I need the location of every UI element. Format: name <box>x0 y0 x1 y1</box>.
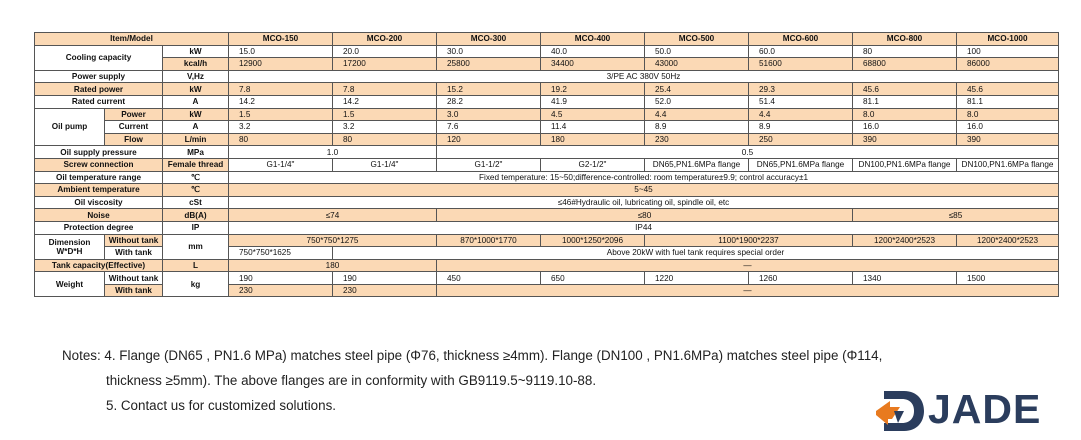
unit-cell: mm <box>163 234 229 259</box>
value-cell: DN65,PN1.6MPa flange <box>749 158 853 171</box>
value-cell: 750*750*1625 <box>229 247 333 260</box>
value-cell: 8.0 <box>957 108 1059 121</box>
value-cell: IP44 <box>229 221 1059 234</box>
oil-viscosity-label: Oil viscosity <box>35 196 163 209</box>
value-cell: Above 20kW with fuel tank requires special order <box>333 247 1059 260</box>
value-cell: 41.9 <box>541 95 645 108</box>
table-row <box>35 146 1059 159</box>
value-cell: 14.2 <box>229 95 333 108</box>
unit-cell: Female thread <box>163 158 229 171</box>
noise-label: Noise <box>35 209 163 222</box>
table-row <box>35 70 1059 83</box>
value-cell: 230 <box>333 284 437 297</box>
unit-cell: MPa <box>163 146 229 159</box>
value-cell: 190 <box>333 272 437 285</box>
value-cell: ≤74 <box>229 209 437 222</box>
value-cell: 1.5 <box>333 108 437 121</box>
value-cell: DN100,PN1.6MPa flange <box>957 158 1059 171</box>
value-cell: 17200 <box>333 58 437 71</box>
pump-current-label: Current <box>105 121 163 134</box>
with-tank-label: With tank <box>105 247 163 260</box>
value-cell: 29.3 <box>749 83 853 96</box>
unit-cell: kg <box>163 272 229 297</box>
model-header: MCO-150 <box>229 33 333 46</box>
with-tank-label: With tank <box>105 284 163 297</box>
protection-label: Protection degree <box>35 221 163 234</box>
header-row <box>35 33 1059 46</box>
value-cell: 250 <box>749 133 853 146</box>
unit-cell: V,Hz <box>163 70 229 83</box>
jade-logo <box>874 386 1064 433</box>
value-cell: 1.0 <box>229 146 437 159</box>
value-cell: 4.5 <box>541 108 645 121</box>
unit-cell: L/min <box>163 133 229 146</box>
item-model-header: Item/Model <box>35 33 229 46</box>
value-cell: 14.2 <box>333 95 437 108</box>
value-cell: 80 <box>229 133 333 146</box>
value-cell: 1220 <box>645 272 749 285</box>
table-row <box>35 221 1059 234</box>
value-cell: 7.6 <box>437 121 541 134</box>
screw-connection-label: Screw connection <box>35 158 163 171</box>
model-header: MCO-200 <box>333 33 437 46</box>
table-row <box>35 209 1059 222</box>
value-cell: 34400 <box>541 58 645 71</box>
weight-label: Weight <box>35 272 105 297</box>
logo-text: JADE <box>928 386 1042 432</box>
value-cell: 45.6 <box>853 83 957 96</box>
value-cell: G1-1/2" <box>437 158 541 171</box>
value-cell: 5~45 <box>229 184 1059 197</box>
value-cell: 3.2 <box>229 121 333 134</box>
value-cell: 30.0 <box>437 45 541 58</box>
value-cell: 16.0 <box>853 121 957 134</box>
power-supply-label: Power supply <box>35 70 163 83</box>
table-row <box>35 171 1059 184</box>
value-cell: ≤85 <box>853 209 1059 222</box>
value-cell: 15.2 <box>437 83 541 96</box>
value-cell: 45.6 <box>957 83 1059 96</box>
unit-cell: kW <box>163 45 229 58</box>
value-cell: 230 <box>229 284 333 297</box>
table-row <box>35 158 1059 171</box>
oil-supply-pressure-label: Oil supply pressure <box>35 146 163 159</box>
model-header: MCO-500 <box>645 33 749 46</box>
value-cell: 16.0 <box>957 121 1059 134</box>
table-row <box>35 45 1059 58</box>
unit-cell: IP <box>163 221 229 234</box>
value-cell: 750*750*1275 <box>229 234 437 247</box>
unit-cell: kW <box>163 83 229 96</box>
tank-capacity-label: Tank capacity(Effective) <box>35 259 163 272</box>
value-cell: 390 <box>957 133 1059 146</box>
unit-cell: A <box>163 121 229 134</box>
value-cell: 81.1 <box>957 95 1059 108</box>
value-cell: 450 <box>437 272 541 285</box>
value-cell: 180 <box>541 133 645 146</box>
value-cell: 28.2 <box>437 95 541 108</box>
table-row <box>35 108 1059 121</box>
unit-cell: ℃ <box>163 184 229 197</box>
note-line: 5. Contact us for customized solutions. <box>106 398 336 413</box>
value-cell: 12900 <box>229 58 333 71</box>
value-cell: 1340 <box>853 272 957 285</box>
table-row <box>35 133 1059 146</box>
model-header: MCO-600 <box>749 33 853 46</box>
value-cell: 7.8 <box>333 83 437 96</box>
value-cell: 120 <box>437 133 541 146</box>
value-cell: 19.2 <box>541 83 645 96</box>
table-row <box>35 58 1059 71</box>
unit-cell: dB(A) <box>163 209 229 222</box>
value-cell: 1200*2400*2523 <box>853 234 957 247</box>
value-cell: 7.8 <box>229 83 333 96</box>
model-header: MCO-400 <box>541 33 645 46</box>
value-cell: 15.0 <box>229 45 333 58</box>
model-header: MCO-1000 <box>957 33 1059 46</box>
value-cell: 25.4 <box>645 83 749 96</box>
value-cell: 81.1 <box>853 95 957 108</box>
without-tank-label: Without tank <box>105 272 163 285</box>
value-cell: 8.0 <box>853 108 957 121</box>
value-cell: ≤80 <box>437 209 853 222</box>
value-cell: 86000 <box>957 58 1059 71</box>
table-row <box>35 184 1059 197</box>
value-cell: G2-1/2" <box>541 158 645 171</box>
value-cell: 180 <box>229 259 437 272</box>
value-cell: 8.9 <box>749 121 853 134</box>
value-cell: 51.4 <box>749 95 853 108</box>
value-cell: 60.0 <box>749 45 853 58</box>
value-cell: 4.4 <box>645 108 749 121</box>
value-cell: 650 <box>541 272 645 285</box>
value-cell: 100 <box>957 45 1059 58</box>
value-cell: 1000*1250*2096 <box>541 234 645 247</box>
table-row <box>35 196 1059 209</box>
jade-logo-mark-icon <box>874 389 926 433</box>
value-cell: 11.4 <box>541 121 645 134</box>
table-row <box>35 83 1059 96</box>
value-cell: 3/PE AC 380V 50Hz <box>229 70 1059 83</box>
value-cell: 1500 <box>957 272 1059 285</box>
value-cell: 1100*1900*2237 <box>645 234 853 247</box>
value-cell: G1-1/4" <box>333 158 437 171</box>
value-cell: 8.9 <box>645 121 749 134</box>
oil-temp-range-label: Oil temperature range <box>35 171 163 184</box>
unit-cell: cSt <box>163 196 229 209</box>
dimension-title: Dimension <box>48 237 91 247</box>
rated-current-label: Rated current <box>35 95 163 108</box>
value-cell: 40.0 <box>541 45 645 58</box>
value-cell: 20.0 <box>333 45 437 58</box>
value-cell: — <box>437 259 1059 272</box>
table-row <box>35 259 1059 272</box>
unit-cell: kW <box>163 108 229 121</box>
value-cell: 1260 <box>749 272 853 285</box>
dimension-label <box>35 234 105 259</box>
table-row <box>35 95 1059 108</box>
value-cell: 80 <box>853 45 957 58</box>
value-cell: 43000 <box>645 58 749 71</box>
table-row <box>35 121 1059 134</box>
value-cell: DN100,PN1.6MPa flange <box>853 158 957 171</box>
unit-cell: A <box>163 95 229 108</box>
pump-flow-label: Flow <box>105 133 163 146</box>
value-cell: 80 <box>333 133 437 146</box>
value-cell: 4.4 <box>749 108 853 121</box>
unit-cell: L <box>163 259 229 272</box>
oil-pump-label: Oil pump <box>35 108 105 146</box>
cooling-capacity-label: Cooling capacity <box>35 45 163 70</box>
value-cell: 390 <box>853 133 957 146</box>
value-cell: 52.0 <box>645 95 749 108</box>
unit-cell: ℃ <box>163 171 229 184</box>
note-line: thickness ≥5mm). The above flanges are in conformity with GB9119.5~9119.10-88. <box>106 373 597 388</box>
note-line: Notes: 4. Flange (DN65 , PN1.6 MPa) matches steel pipe (Φ76, thickness ≥4mm). Flange (DN100 , PN1.6MPa) matches steel pipe (Φ114, <box>62 348 883 363</box>
unit-cell: kcal/h <box>163 58 229 71</box>
value-cell: 190 <box>229 272 333 285</box>
ambient-temp-label: Ambient temperature <box>35 184 163 197</box>
value-cell: 1.5 <box>229 108 333 121</box>
value-cell: 68800 <box>853 58 957 71</box>
model-header: MCO-800 <box>853 33 957 46</box>
value-cell: — <box>437 284 1059 297</box>
pump-power-label: Power <box>105 108 163 121</box>
notes <box>62 343 882 418</box>
value-cell: 870*1000*1770 <box>437 234 541 247</box>
value-cell: 51600 <box>749 58 853 71</box>
value-cell: ≤46#Hydraulic oil, lubricating oil, spindle oil, etc <box>229 196 1059 209</box>
table-row <box>35 234 1059 247</box>
table-row <box>35 272 1059 285</box>
value-cell: 50.0 <box>645 45 749 58</box>
value-cell: 230 <box>645 133 749 146</box>
value-cell: 25800 <box>437 58 541 71</box>
value-cell: DN65,PN1.6MPa flange <box>645 158 749 171</box>
spec-table <box>34 32 1059 297</box>
dimension-subtitle: W*D*H <box>56 246 83 256</box>
without-tank-label: Without tank <box>105 234 163 247</box>
value-cell: 1200*2400*2523 <box>957 234 1059 247</box>
value-cell: 3.2 <box>333 121 437 134</box>
value-cell: Fixed temperature: 15~50;difference-controlled: room temperature±9.9; control accuracy±1 <box>229 171 1059 184</box>
rated-power-label: Rated power <box>35 83 163 96</box>
value-cell: 3.0 <box>437 108 541 121</box>
value-cell: 0.5 <box>437 146 1059 159</box>
value-cell: G1-1/4" <box>229 158 333 171</box>
model-header: MCO-300 <box>437 33 541 46</box>
